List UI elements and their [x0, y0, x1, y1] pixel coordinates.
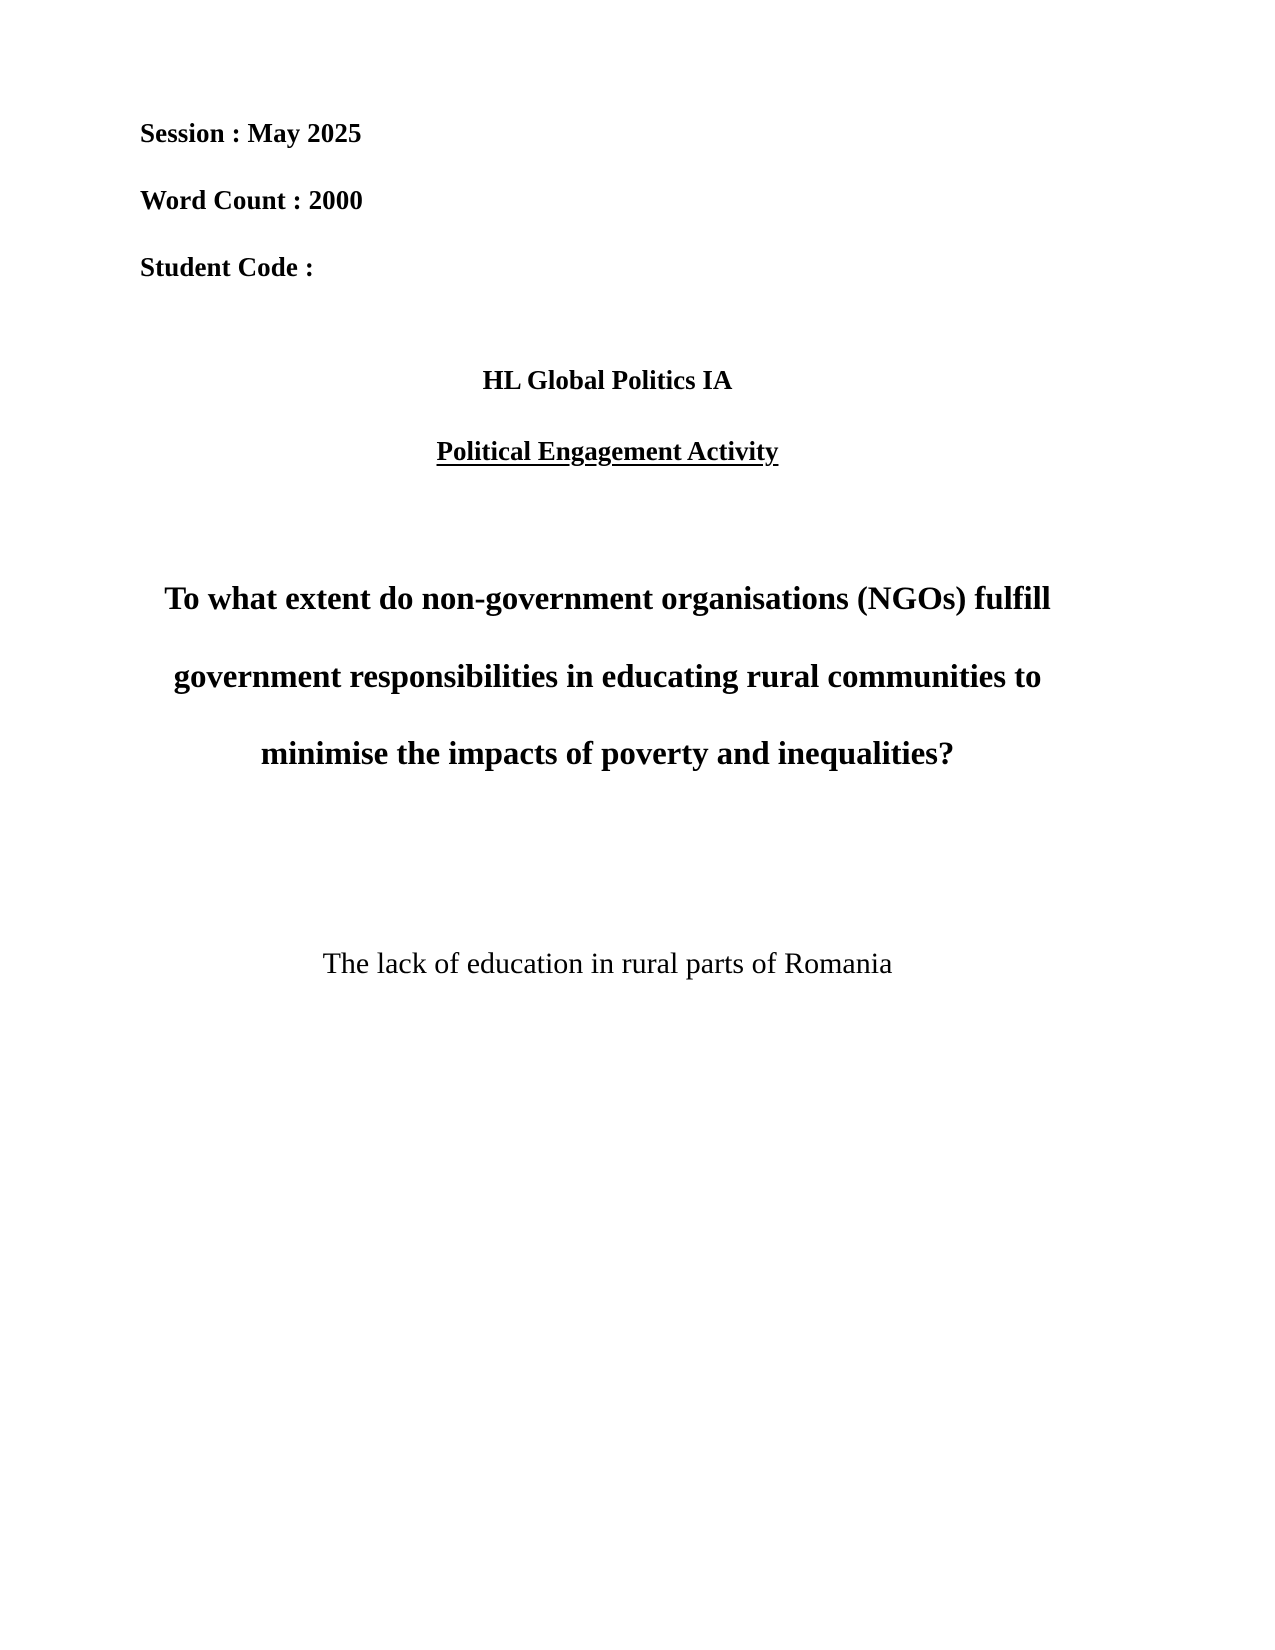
topic-descriptor: The lack of education in rural parts of Romania	[322, 946, 893, 980]
course-title: HL Global Politics IA	[482, 365, 733, 395]
word-count-line: Word Count : 2000	[140, 185, 363, 215]
title-block	[140, 367, 1075, 465]
research-question: To what extent do non-government organisations (NGOs) fulfill government responsibilities in educating rural communities to minimise the impacts of poverty and inequalities?	[164, 581, 1051, 773]
document-metadata	[140, 120, 1075, 281]
document-content	[140, 120, 1075, 1013]
student-code-line: Student Code :	[140, 252, 314, 282]
session-line: Session : May 2025	[140, 118, 362, 148]
assignment-title: Political Engagement Activity	[436, 436, 779, 466]
